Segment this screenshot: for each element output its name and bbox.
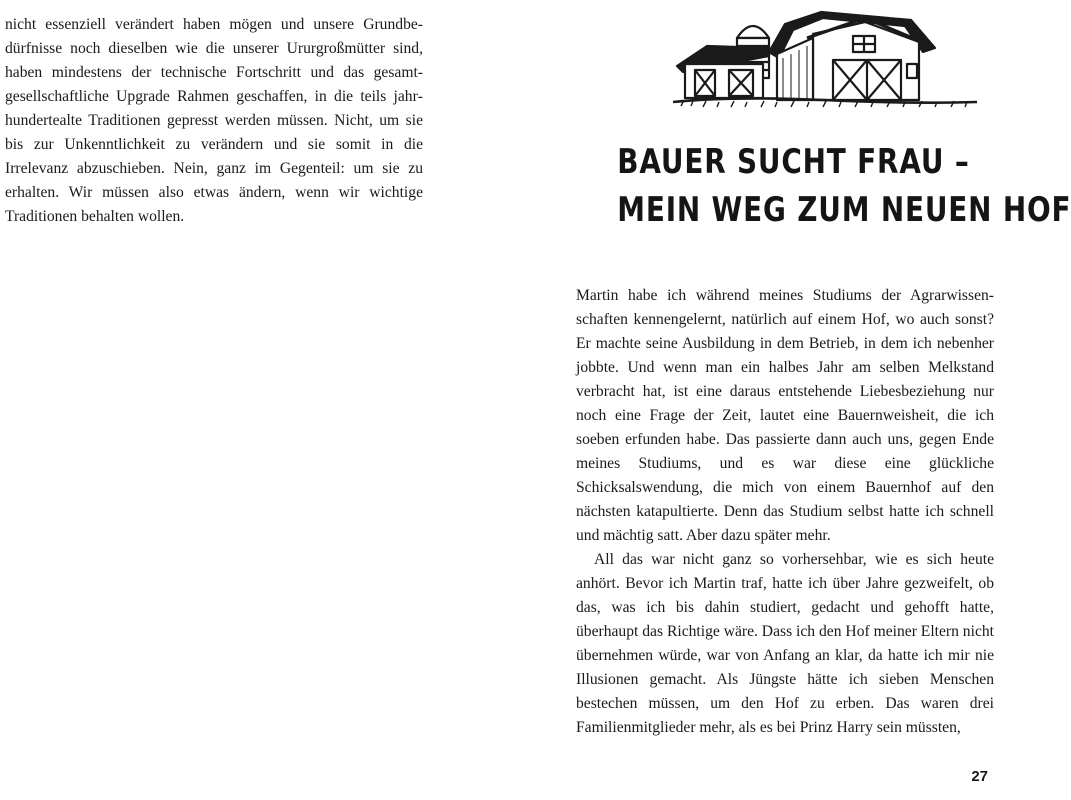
- chapter-title: [617, 138, 1071, 234]
- page-number: 27: [971, 768, 988, 785]
- chapter-title-line-1: BAUER SUCHT FRAU –: [617, 142, 970, 182]
- right-page-text: [576, 284, 994, 740]
- left-paragraph-1: nicht essenziell verändert haben mögen und unsere Grundbedürfnisse noch dieselben wie die unserer Ururgroßmütter sind, haben mindestens der technische Fortschritt und das gesamtgesellschaftliche Upgrade Rahmen geschaffen, in die teils jahrhundertealte Traditionen gepresst werden müssen. Nicht, um sie bis zur Unkenntlichkeit zu verändern und sie somit in die Irrelevanz abzuschieben. Nein, ganz im Gegenteil: um sie zu erhalten. Wir müssen also etwas ändern, wenn wir wichtige Traditionen behalten wollen.: [5, 16, 423, 225]
- left-page: [0, 0, 500, 800]
- left-page-text: [5, 13, 423, 229]
- right-page: [500, 0, 1071, 800]
- chapter-title-line-2: MEIN WEG ZUM NEUEN HOF: [617, 190, 1071, 230]
- right-paragraph-1: Martin habe ich während meines Studiums der Agrarwissenschaften kennengelernt, natürlich auf einem Hof, wo auch sonst? Er machte seine Ausbildung in dem Betrieb, in dem ich nebenher jobbte. Und wenn man ein halbes Jahr am selben Melkstand verbracht hat, ist eine daraus entstehende Liebesbeziehung nur noch eine Frage der Zeit, lautet eine Bauernweisheit, die ich soeben erfunden habe. Das passierte dann auch uns, gegen Ende meines Studiums, und es war diese eine glückliche Schicksalswendung, die mich von einem Bauernhof auf den nächsten katapultierte. Denn das Studium selbst hatte ich schnell und mächtig satt. Aber dazu später mehr.: [576, 287, 994, 544]
- barn-illustration: [673, 8, 977, 112]
- right-paragraph-2: All das war nicht ganz so vorhersehbar, wie es sich heute anhört. Bevor ich Martin traf, hatte ich über Jahre gezweifelt, ob das, was ich bis dahin studiert, gedacht und gehofft hatte, überhaupt das Richtige wäre. Dass ich den Hof meiner Eltern nicht übernehmen würde, war von Anfang an klar, da hatte ich mir nie Illusionen gemacht. Als Jüngste hätte ich sieben Menschen bestechen müssen, um den Hof zu erben. Das waren drei Familienmitglieder mehr, als es bei Prinz Harry sein müssten,: [576, 551, 994, 736]
